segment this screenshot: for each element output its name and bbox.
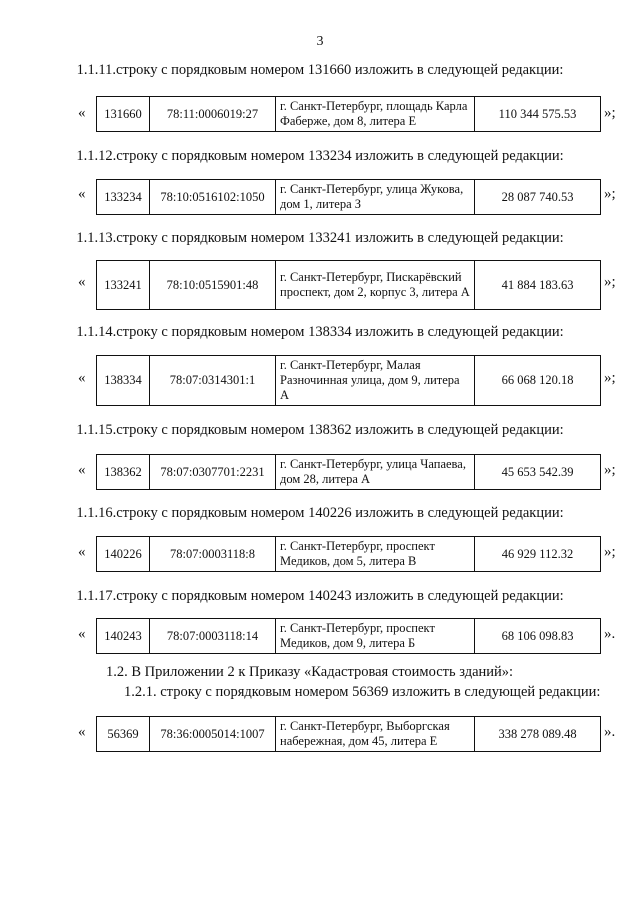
row-number-cell: 140243 [97,619,150,654]
record-table [96,96,601,132]
instruction-1-1-16: 1.1.16.строку с порядковым номером 140226 изложить в следующей редакции: [76,505,564,521]
cadastral-value-cell: 46 929 112.32 [475,537,601,572]
cadastral-number-cell: 78:07:0307701:2231 [150,455,276,490]
record-table [96,260,601,310]
row-number-cell: 133234 [97,180,150,215]
cadastral-value-cell: 41 884 183.63 [475,261,601,310]
record-table [96,355,601,406]
close-quote: »; [604,105,616,121]
open-quote: « [78,724,86,740]
cadastral-number-cell: 78:07:0003118:8 [150,537,276,572]
open-quote: « [78,370,86,386]
close-quote: ». [604,724,616,740]
instruction-1-1-15: 1.1.15.строку с порядковым номером 138362 изложить в следующей редакции: [76,422,564,438]
instruction-1-1-17: 1.1.17.строку с порядковым номером 140243 изложить в следующей редакции: [76,588,564,604]
cadastral-number-cell: 78:07:0003118:14 [150,619,276,654]
record-table [96,716,601,752]
cadastral-number-cell: 78:11:0006019:27 [150,97,276,132]
cadastral-value-cell: 338 278 089.48 [475,717,601,752]
instruction-1-1-11: 1.1.11.строку с порядковым номером 131660 изложить в следующей редакции: [76,62,564,78]
close-quote: »; [604,462,616,478]
record-table [96,179,601,215]
row-number-cell: 138362 [97,455,150,490]
cadastral-number-cell: 78:36:0005014:1007 [150,717,276,752]
row-number-cell: 131660 [97,97,150,132]
cadastral-value-cell: 45 653 542.39 [475,455,601,490]
cadastral-number-cell: 78:10:0516102:1050 [150,180,276,215]
address-cell: г. Санкт-Петербург, улица Жукова, дом 1, литера З [276,180,475,215]
close-quote: »; [604,544,616,560]
row-number-cell: 140226 [97,537,150,572]
record-table [96,618,601,654]
row-number-cell: 133241 [97,261,150,310]
cadastral-value-cell: 68 106 098.83 [475,619,601,654]
address-cell: г. Санкт-Петербург, площадь Карла Фаберже, дом 8, литера Е [276,97,475,132]
close-quote: »; [604,274,616,290]
page-number: 3 [316,34,324,49]
address-cell: г. Санкт-Петербург, улица Чапаева, дом 28, литера А [276,455,475,490]
open-quote: « [78,186,86,202]
cadastral-number-cell: 78:07:0314301:1 [150,356,276,406]
address-cell: г. Санкт-Петербург, Малая Разночинная улица, дом 9, литера А [276,356,475,406]
cadastral-value-cell: 28 087 740.53 [475,180,601,215]
open-quote: « [78,274,86,290]
record-table [96,536,601,572]
row-number-cell: 56369 [97,717,150,752]
cadastral-number-cell: 78:10:0515901:48 [150,261,276,310]
instruction-1-2-1: 1.2.1. строку с порядковым номером 56369 изложить в следующей редакции: [124,684,601,700]
cadastral-value-cell: 110 344 575.53 [475,97,601,132]
instruction-1-1-13: 1.1.13.строку с порядковым номером 133241 изложить в следующей редакции: [76,230,564,246]
address-cell: г. Санкт-Петербург, проспект Медиков, дом 5, литера В [276,537,475,572]
open-quote: « [78,626,86,642]
record-table [96,454,601,490]
close-quote: ». [604,626,616,642]
row-number-cell: 138334 [97,356,150,406]
open-quote: « [78,462,86,478]
instruction-1-1-14: 1.1.14.строку с порядковым номером 138334 изложить в следующей редакции: [76,324,564,340]
instruction-1-1-12: 1.1.12.строку с порядковым номером 133234 изложить в следующей редакции: [76,148,564,164]
address-cell: г. Санкт-Петербург, проспект Медиков, дом 9, литера Б [276,619,475,654]
address-cell: г. Санкт-Петербург, Выборгская набережная, дом 45, литера Е [276,717,475,752]
cadastral-value-cell: 66 068 120.18 [475,356,601,406]
open-quote: « [78,105,86,121]
address-cell: г. Санкт-Петербург, Пискарёвский проспект, дом 2, корпус 3, литера А [276,261,475,310]
section-1-2-heading: 1.2. В Приложении 2 к Приказу «Кадастровая стоимость зданий»: [106,664,514,680]
close-quote: »; [604,370,616,386]
close-quote: »; [604,186,616,202]
open-quote: « [78,544,86,560]
